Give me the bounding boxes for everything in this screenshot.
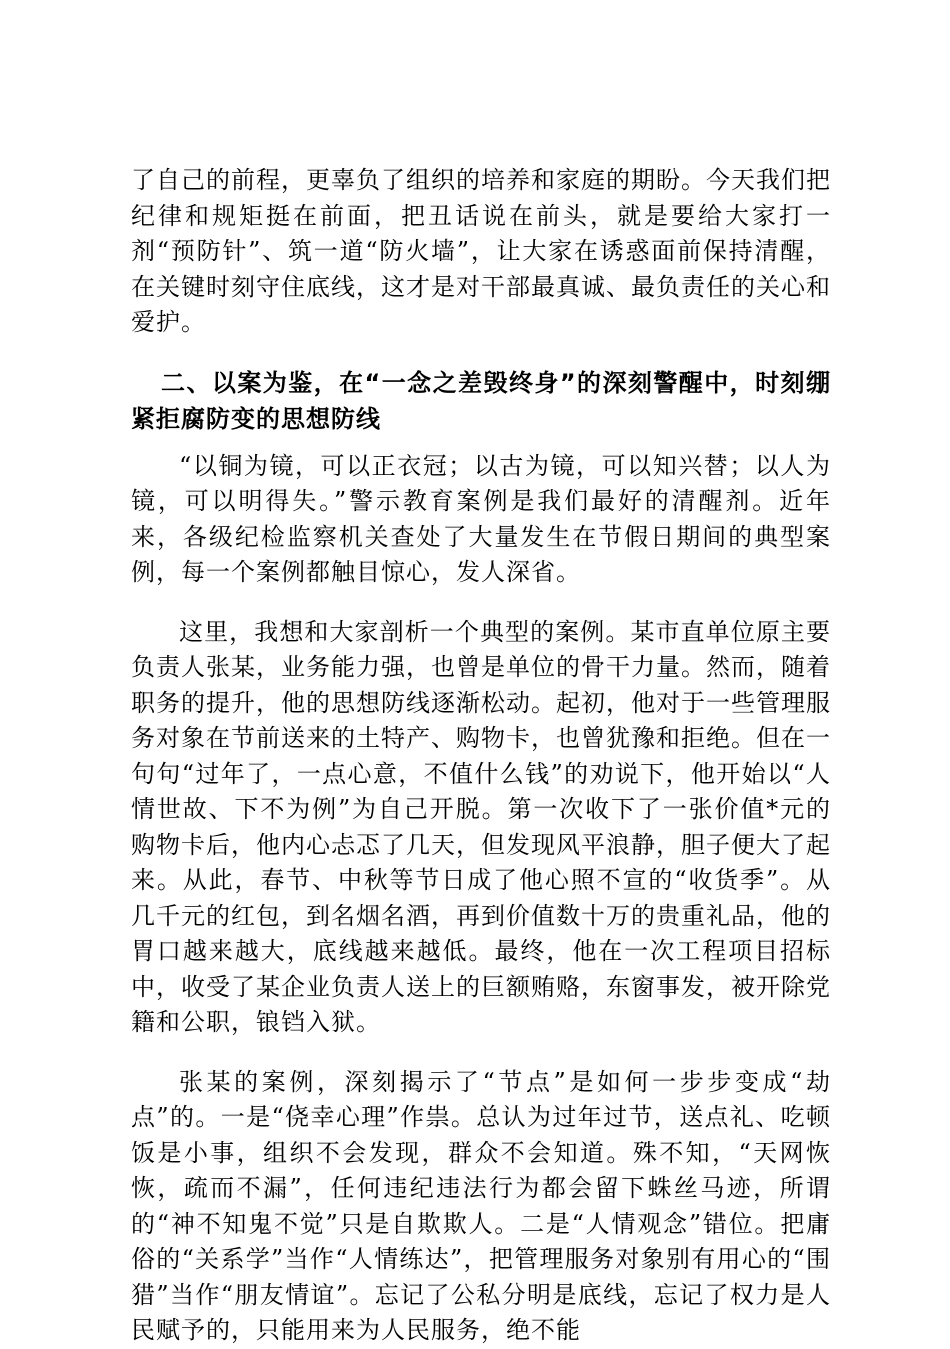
document-body — [131, 163, 831, 1349]
body-paragraph-quote: “以铜为镜，可以正衣冠；以古为镜，可以知兴替；以人为镜，可以明得失。”警示教育案例是我们最好的清醒剂。近年来，各级纪检监察机关查处了大量发生在节假日期间的典型案例，每一个案例都触目惊心，发人深省。 — [131, 451, 831, 586]
body-paragraph-continued: 了自己的前程，更辜负了组织的培养和家庭的期盼。今天我们把纪律和规矩挺在前面，把丑话说在前头，就是要给大家打一剂“预防针”、筑一道“防火墙”，让大家在诱惑面前保持清醒，在关键时刻守住底线，这才是对干部最真诚、最负责任的关心和爱护。 — [131, 166, 831, 336]
body-paragraph-case: 这里，我想和大家剖析一个典型的案例。某市直单位原主要负责人张某，业务能力强，也曾是单位的骨干力量。然而，随着职务的提升，他的思想防线逐渐松动。起初，他对于一些管理服务对象在节前送来的土特产、购物卡，也曾犹豫和拒绝。但在一句句“过年了，一点心意，不值什么钱”的劝说下，他开始以“人情世故、下不为例”为自己开脱。第一次收下了一张价值*元的购物卡后，他内心忐忑了几天，但发现风平浪静，胆子便大了起来。从此，春节、中秋等节日成了他心照不宣的“收货季”。从几千元的红包，到名烟名酒，再到价值数十万的贵重礼品，他的胃口越来越大，底线越来越低。最终，他在一次工程项目招标中，收受了某企业负责人送上的巨额贿赂，东窗事发，被开除党籍和公职，锒铛入狱。 — [131, 617, 831, 1036]
body-paragraph-analysis: 张某的案例，深刻揭示了“节点”是如何一步步变成“劫点”的。一是“侥幸心理”作祟。总认为过年过节，送点礼、吃顿饭是小事，组织不会发现，群众不会知道。殊不知，“天网恢恢，疏而不漏”，任何违纪违法行为都会留下蛛丝马迹，所谓的“神不知鬼不觉”只是自欺欺人。二是“人情观念”错位。把庸俗的“关系学”当作“人情练达”，把管理服务对象别有用心的“围猎”当作“朋友情谊”。忘记了公私分明是底线，忘记了权力是人民赋予的，只能用来为人民服务，绝不能 — [131, 1067, 831, 1344]
section-heading-2: 二、以案为鉴，在“一念之差毁终身”的深刻警醒中，时刻绷紧拒腐防变的思想防线 — [131, 368, 831, 433]
